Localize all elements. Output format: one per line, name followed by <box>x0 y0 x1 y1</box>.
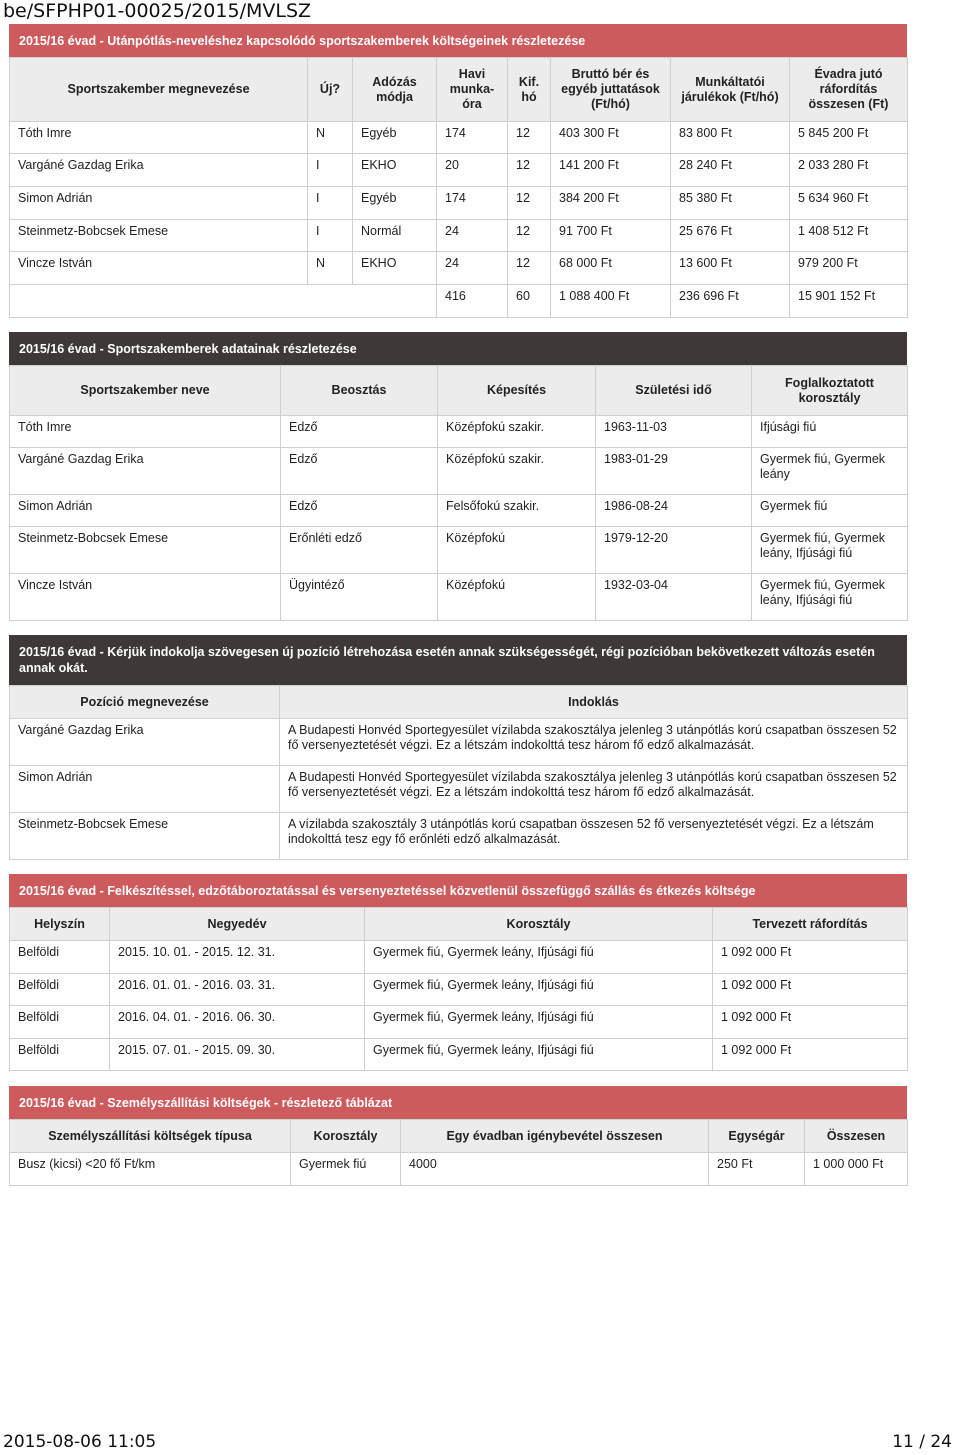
cell-position: Simon Adrián <box>10 766 280 813</box>
cell-hours: 174 <box>437 187 508 220</box>
cell-employer: 85 380 Ft <box>671 187 790 220</box>
cell-position: Ügyintéző <box>281 574 438 621</box>
column-header: Foglalkoztatott korosztály <box>752 366 908 416</box>
cell-qualification: Felsőfokú szakir. <box>438 495 596 527</box>
cell-planned-cost: 1 092 000 Ft <box>713 974 908 1006</box>
cell-age-group: Gyermek fiú <box>752 495 908 527</box>
footer-page-number: 11 / 24 <box>892 1432 952 1452</box>
section-title: 2015/16 évad - Felkészítéssel, edzőtáboroztatással és versenyeztetéssel közvetlenül összefüggő szállás és étkezés költsége <box>9 874 907 907</box>
header-row <box>10 58 908 122</box>
cell-age-group: Gyermek fiú, Gyermek leány, Ifjúsági fiú <box>365 1006 713 1039</box>
section-transport <box>9 1086 907 1186</box>
table-row <box>10 122 908 154</box>
totals-spacer <box>10 285 437 318</box>
cell-planned-cost: 1 092 000 Ft <box>713 1039 908 1071</box>
cell-position: Edző <box>281 495 438 527</box>
cell-months: 12 <box>508 122 551 154</box>
cell-location: Belföldi <box>10 974 110 1006</box>
cell-age-group: Gyermek fiú, Gyermek leány, Ifjúsági fiú <box>752 527 908 574</box>
table-row <box>10 154 908 187</box>
table-row <box>10 220 908 252</box>
column-header: Indoklás <box>280 686 908 719</box>
cell-name: Steinmetz-Bobcsek Emese <box>10 220 308 252</box>
document-id: be/SFPHP01-00025/2015/MVLSZ <box>3 0 312 22</box>
cell-quarter: 2015. 10. 01. - 2015. 12. 31. <box>110 941 365 974</box>
cell-planned-cost: 1 092 000 Ft <box>713 941 908 974</box>
footer-timestamp: 2015-08-06 11:05 <box>3 1432 157 1452</box>
column-header: Egységár <box>709 1120 805 1153</box>
cell-tax: Egyéb <box>353 187 437 220</box>
column-header: Korosztály <box>291 1120 401 1153</box>
cell-location: Belföldi <box>10 1006 110 1039</box>
column-header: Egy évadban igénybevétel összesen <box>401 1120 709 1153</box>
cell-months: 12 <box>508 220 551 252</box>
column-header: Adózás módja <box>353 58 437 122</box>
cell-hours: 24 <box>437 252 508 285</box>
column-header: Új? <box>308 58 353 122</box>
cell-age-group: Gyermek fiú <box>291 1153 401 1186</box>
table-row <box>10 187 908 220</box>
table-row <box>10 527 908 574</box>
table-row <box>10 574 908 621</box>
cell-total: 1 408 512 Ft <box>790 220 908 252</box>
total-gross: 1 088 400 Ft <box>551 285 671 318</box>
cell-unit-price: 250 Ft <box>709 1153 805 1186</box>
cell-birthdate: 1932-03-04 <box>596 574 752 621</box>
header-row <box>10 366 908 416</box>
cell-gross: 141 200 Ft <box>551 154 671 187</box>
cell-name: Vargáné Gazdag Erika <box>10 154 308 187</box>
column-header: Beosztás <box>281 366 438 416</box>
cell-new: N <box>308 122 353 154</box>
column-header: Személyszállítási költségek típusa <box>10 1120 291 1153</box>
total-months: 60 <box>508 285 551 318</box>
cell-employer: 25 676 Ft <box>671 220 790 252</box>
justification-table <box>9 685 908 860</box>
cell-tax: Normál <box>353 220 437 252</box>
cell-hours: 20 <box>437 154 508 187</box>
cell-name: Vincze István <box>10 252 308 285</box>
cell-age-group: Gyermek fiú, Gyermek leány, Ifjúsági fiú <box>752 574 908 621</box>
cell-gross: 403 300 Ft <box>551 122 671 154</box>
column-header: Tervezett ráfordítás <box>713 908 908 941</box>
cell-months: 12 <box>508 187 551 220</box>
totals-row <box>10 285 908 318</box>
header-row <box>10 686 908 719</box>
cell-employer: 13 600 Ft <box>671 252 790 285</box>
cell-new: I <box>308 220 353 252</box>
column-header: Helyszín <box>10 908 110 941</box>
cell-quarter: 2016. 04. 01. - 2016. 06. 30. <box>110 1006 365 1039</box>
section-accommodation <box>9 874 907 1071</box>
cell-name: Tóth Imre <box>10 416 281 448</box>
column-header: Kif. hó <box>508 58 551 122</box>
cell-months: 12 <box>508 154 551 187</box>
column-header: Pozíció megnevezése <box>10 686 280 719</box>
table-row <box>10 974 908 1006</box>
staff-details-table <box>9 365 908 621</box>
table-row <box>10 1039 908 1071</box>
table-row <box>10 813 908 860</box>
cell-justification: A Budapesti Honvéd Sportegyesület vízilabda szakosztálya jelenleg 3 utánpótlás korú csapatban összesen 52 fő versenyeztetését végzi. Ez a létszám indokolttá tesz három fő edző alkalmazását. <box>280 719 908 766</box>
cell-age-group: Gyermek fiú, Gyermek leány <box>752 448 908 495</box>
cell-total: 5 845 200 Ft <box>790 122 908 154</box>
cell-name: Steinmetz-Bobcsek Emese <box>10 527 281 574</box>
table-row <box>10 252 908 285</box>
header-row <box>10 1120 908 1153</box>
table-row <box>10 495 908 527</box>
column-header: Havi munka-óra <box>437 58 508 122</box>
column-header: Bruttó bér és egyéb juttatások (Ft/hó) <box>551 58 671 122</box>
cell-cost-type: Busz (kicsi) <20 fő Ft/km <box>10 1153 291 1186</box>
transport-table <box>9 1119 908 1186</box>
cell-justification: A vízilabda szakosztály 3 utánpótlás korú csapatban összesen 52 fő versenyeztetését végzi. Ez a létszám indokolttá tesz egy fő erőnléti edző alkalmazását. <box>280 813 908 860</box>
cell-position: Erőnléti edző <box>281 527 438 574</box>
cell-quarter: 2015. 07. 01. - 2015. 09. 30. <box>110 1039 365 1071</box>
cell-qualification: Középfokú szakir. <box>438 448 596 495</box>
total-hours: 416 <box>437 285 508 318</box>
column-header: Születési idő <box>596 366 752 416</box>
cell-name: Vargáné Gazdag Erika <box>10 448 281 495</box>
cell-name: Simon Adrián <box>10 495 281 527</box>
header-row <box>10 908 908 941</box>
cell-age-group: Ifjúsági fiú <box>752 416 908 448</box>
cell-position: Edző <box>281 448 438 495</box>
cell-position: Vargáné Gazdag Erika <box>10 719 280 766</box>
table-row <box>10 941 908 974</box>
cell-usage: 4000 <box>401 1153 709 1186</box>
cell-hours: 174 <box>437 122 508 154</box>
cell-employer: 28 240 Ft <box>671 154 790 187</box>
cell-months: 12 <box>508 252 551 285</box>
total-employer: 236 696 Ft <box>671 285 790 318</box>
cell-qualification: Középfokú szakir. <box>438 416 596 448</box>
cell-birthdate: 1983-01-29 <box>596 448 752 495</box>
staff-costs-table <box>9 57 908 318</box>
section-staff-costs <box>9 24 907 318</box>
cell-tax: EKHO <box>353 252 437 285</box>
cell-gross: 68 000 Ft <box>551 252 671 285</box>
column-header: Évadra jutó ráfordítás összesen (Ft) <box>790 58 908 122</box>
cell-position: Steinmetz-Bobcsek Emese <box>10 813 280 860</box>
column-header: Sportszakember neve <box>10 366 281 416</box>
table-row <box>10 1006 908 1039</box>
cell-hours: 24 <box>437 220 508 252</box>
cell-gross: 384 200 Ft <box>551 187 671 220</box>
cell-total: 1 000 000 Ft <box>805 1153 908 1186</box>
column-header: Sportszakember megnevezése <box>10 58 308 122</box>
cell-name: Simon Adrián <box>10 187 308 220</box>
cell-gross: 91 700 Ft <box>551 220 671 252</box>
cell-age-group: Gyermek fiú, Gyermek leány, Ifjúsági fiú <box>365 974 713 1006</box>
cell-age-group: Gyermek fiú, Gyermek leány, Ifjúsági fiú <box>365 1039 713 1071</box>
section-title: 2015/16 évad - Utánpótlás-neveléshez kapcsolódó sportszakemberek költségeinek részletezése <box>9 24 907 57</box>
cell-justification: A Budapesti Honvéd Sportegyesület vízilabda szakosztálya jelenleg 3 utánpótlás korú csapatban összesen 52 fő versenyeztetését végzi. Ez a létszám indokolttá tesz három fő edző alkalmazását. <box>280 766 908 813</box>
cell-total: 2 033 280 Ft <box>790 154 908 187</box>
table-row <box>10 719 908 766</box>
column-header: Munkáltatói járulékok (Ft/hó) <box>671 58 790 122</box>
cell-location: Belföldi <box>10 941 110 974</box>
cell-new: I <box>308 187 353 220</box>
table-row <box>10 1153 908 1186</box>
table-row <box>10 448 908 495</box>
section-justification <box>9 635 907 860</box>
cell-planned-cost: 1 092 000 Ft <box>713 1006 908 1039</box>
cell-tax: EKHO <box>353 154 437 187</box>
table-row <box>10 416 908 448</box>
cell-qualification: Középfokú <box>438 527 596 574</box>
cell-new: N <box>308 252 353 285</box>
cell-location: Belföldi <box>10 1039 110 1071</box>
section-title: 2015/16 évad - Kérjük indokolja szövegesen új pozíció létrehozása esetén annak szükségességét, régi pozícióban bekövetkezett változás esetén annak okát. <box>9 635 907 685</box>
cell-qualification: Középfokú <box>438 574 596 621</box>
section-title: 2015/16 évad - Sportszakemberek adatainak részletezése <box>9 332 907 365</box>
accommodation-table <box>9 907 908 1071</box>
cell-birthdate: 1979-12-20 <box>596 527 752 574</box>
cell-birthdate: 1986-08-24 <box>596 495 752 527</box>
cell-new: I <box>308 154 353 187</box>
cell-tax: Egyéb <box>353 122 437 154</box>
cell-position: Edző <box>281 416 438 448</box>
column-header: Korosztály <box>365 908 713 941</box>
cell-total: 979 200 Ft <box>790 252 908 285</box>
table-row <box>10 766 908 813</box>
cell-employer: 83 800 Ft <box>671 122 790 154</box>
section-staff-details <box>9 332 907 621</box>
section-title: 2015/16 évad - Személyszállítási költségek - részletező táblázat <box>9 1086 907 1119</box>
column-header: Összesen <box>805 1120 908 1153</box>
column-header: Negyedév <box>110 908 365 941</box>
total-sum: 15 901 152 Ft <box>790 285 908 318</box>
cell-name: Vincze István <box>10 574 281 621</box>
cell-total: 5 634 960 Ft <box>790 187 908 220</box>
cell-quarter: 2016. 01. 01. - 2016. 03. 31. <box>110 974 365 1006</box>
cell-name: Tóth Imre <box>10 122 308 154</box>
cell-age-group: Gyermek fiú, Gyermek leány, Ifjúsági fiú <box>365 941 713 974</box>
cell-birthdate: 1963-11-03 <box>596 416 752 448</box>
column-header: Képesítés <box>438 366 596 416</box>
